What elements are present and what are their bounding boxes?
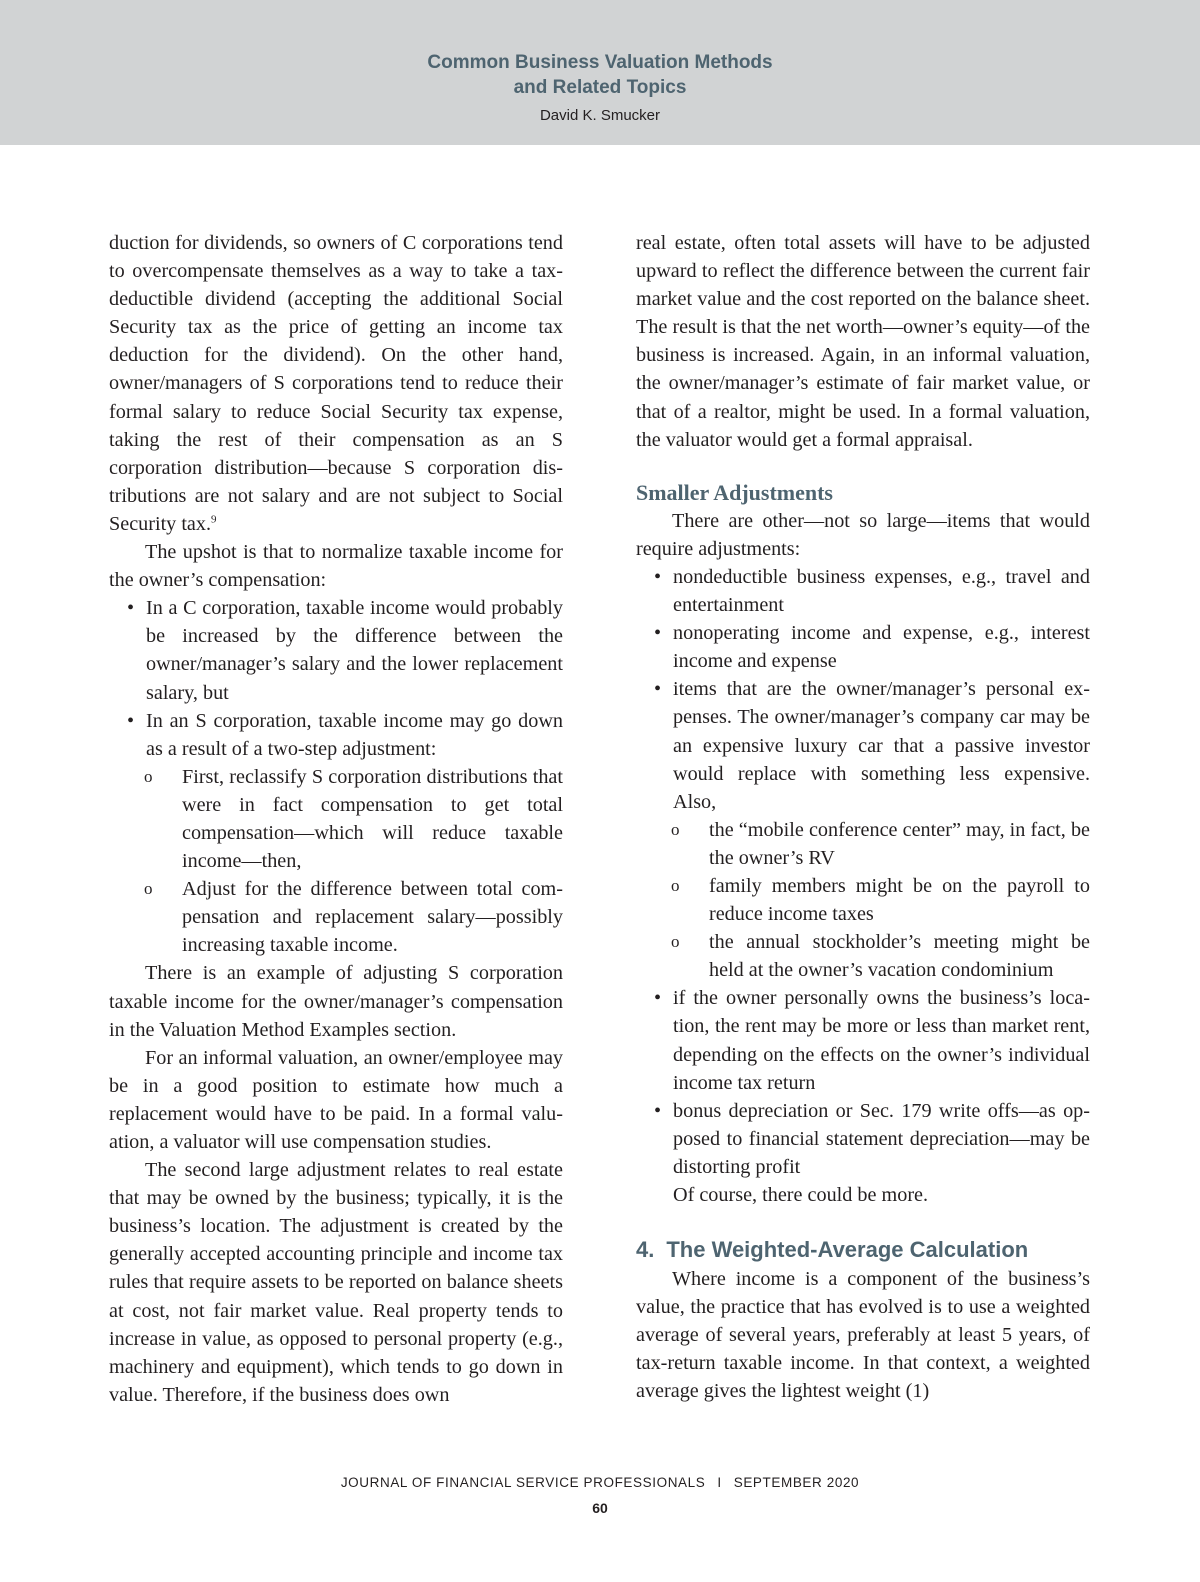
sub-list-item-text: the annual stockholder’s meeting might be held at the owner’s vacation condominium [709, 931, 1090, 982]
sub-list [636, 816, 1090, 985]
paragraph: Of course, there could be more. [673, 1184, 929, 1206]
sub-bullet-marker: o [144, 879, 153, 899]
header-author: David K. Smucker [539, 107, 661, 124]
running-header [0, 0, 1200, 145]
right-column [636, 229, 1090, 1406]
running-footer [0, 1475, 1200, 1490]
sub-bullet-marker: o [671, 932, 680, 952]
left-column [109, 229, 563, 1409]
page-number: 60 [592, 1500, 608, 1516]
list-item: • bonus depreciation or Sec. 179 write offs—as opposed to financial statement depreciation—may be distorting profit [636, 1097, 1090, 1181]
paragraph: The second large adjustment relates to real estate that may be owned by the business; typically, it is the business’s location. The adjustment is created by the generally accepted accounting principle and income tax rules that require assets to be reported on balance sheets at cost, not fair market value. Real property tends to increase in value, as opposed to personal property (e.g., machinery and equipment), which tends to go down in value. Therefore, if the business does own [109, 1159, 563, 1406]
paragraph: There is an example of adjusting S corporation taxable income for the owner/manager’s compensation in the Valuation Method Examples section. [109, 962, 563, 1041]
footnote-marker: 9 [211, 513, 217, 526]
sub-list-item [636, 872, 1090, 928]
sub-list-item [109, 763, 563, 875]
bullet-list [109, 594, 563, 763]
sub-list-item [109, 875, 563, 959]
sub-list-item [636, 928, 1090, 984]
sub-list-item-text: the “mobile conference center” may, in fact, be the owner’s RV [709, 818, 1090, 869]
list-item: • items that are the owner/manager’s personal expenses. The owner/manager’s company car may be an expensive luxury car that a passive investor would replace with something less expensive. Also, [636, 675, 1090, 815]
paragraph [109, 229, 563, 538]
paragraph: Where income is a component of the business’s value, the practice that has evolved is to use a weighted average of several years, preferably at least 5 years, of tax-return taxable income. In that context, a weighted average gives the lightest weight (1) [636, 1268, 1090, 1403]
section-heading [636, 1235, 1090, 1265]
bullet-list [636, 984, 1090, 1181]
paragraph: For an informal valuation, an owner/employee may be in a good position to estimate how much a replacement would have to be paid. In a formal valuation, a valuator will use compensation studies. [109, 1046, 563, 1153]
list-item: • In a C corporation, taxable income would probably be increased by the difference between the owner/manager’s salary and the lower replacement salary, but [109, 594, 563, 706]
section-number: 4. [636, 1237, 655, 1263]
footer-separator: I [717, 1475, 722, 1490]
issue-date: SEPTEMBER 2020 [733, 1475, 860, 1490]
sub-list-item [636, 816, 1090, 872]
sub-list-item-text: Adjust for the difference between total compensation and replacement salary—possibly increasing taxable income. [182, 878, 563, 957]
sub-bullet-marker: o [671, 819, 680, 839]
paragraph-text: duction for dividends, so owners of C corporations tend to overcompensate themselves as a way to take a tax-deductible dividend (accepting the additional Social Security tax as the price of getting an income tax deduction for the dividend). On the other hand, owner/managers of S corporations tend to reduce their formal salary to reduce Social Security tax expense, taking the rest of their compensation as an S corporation distribution—because S corporation distributions are not salary and are not subject to Social Security tax. [109, 232, 563, 535]
bullet-list [636, 563, 1090, 816]
subheading: Smaller Adjustments [636, 479, 833, 505]
header-title-line-1: Common Business Valuation Methods [427, 52, 773, 73]
journal-name: JOURNAL OF FINANCIAL SERVICE PROFESSIONALS [340, 1475, 706, 1490]
sub-list-item-text: First, reclassify S corporation distributions that were in fact compensation to get total compensation—which will reduce taxable income—then, [182, 765, 563, 873]
paragraph: real estate, often total assets will have to be adjusted upward to reflect the difference between the current fair market value and the cost reported on the balance sheet. The result is that the net worth—owner’s equity—of the business is increased. Again, in an informal valuation, the owner/manager’s estimate of fair market value, or that of a realtor, might be used. In a formal valuation, the valuator would get a formal appraisal. [636, 232, 1090, 451]
list-item: • nonoperating income and expense, e.g., interest income and expense [636, 619, 1090, 675]
sub-list-item-text: family members might be on the payroll to reduce income taxes [709, 874, 1090, 926]
sub-list [109, 763, 563, 960]
list-item: • if the owner personally owns the business’s location, the rent may be more or less than market rent, depending on the effects on the owner’s individual income tax return [636, 984, 1090, 1096]
list-item: • In an S corporation, taxable income may go down as a result of a two-step adjustment: [109, 707, 563, 763]
paragraph: The upshot is that to normalize taxable income for the owner’s compensation: [109, 541, 563, 592]
sub-bullet-marker: o [144, 766, 153, 786]
paragraph: There are other—not so large—items that would require adjustments: [636, 509, 1090, 560]
sub-bullet-marker: o [671, 875, 680, 895]
header-title-line-2: and Related Topics [513, 77, 687, 98]
list-item: • nondeductible business expenses, e.g., travel and entertainment [636, 563, 1090, 619]
section-title: The Weighted-Average Calculation [666, 1237, 1029, 1263]
